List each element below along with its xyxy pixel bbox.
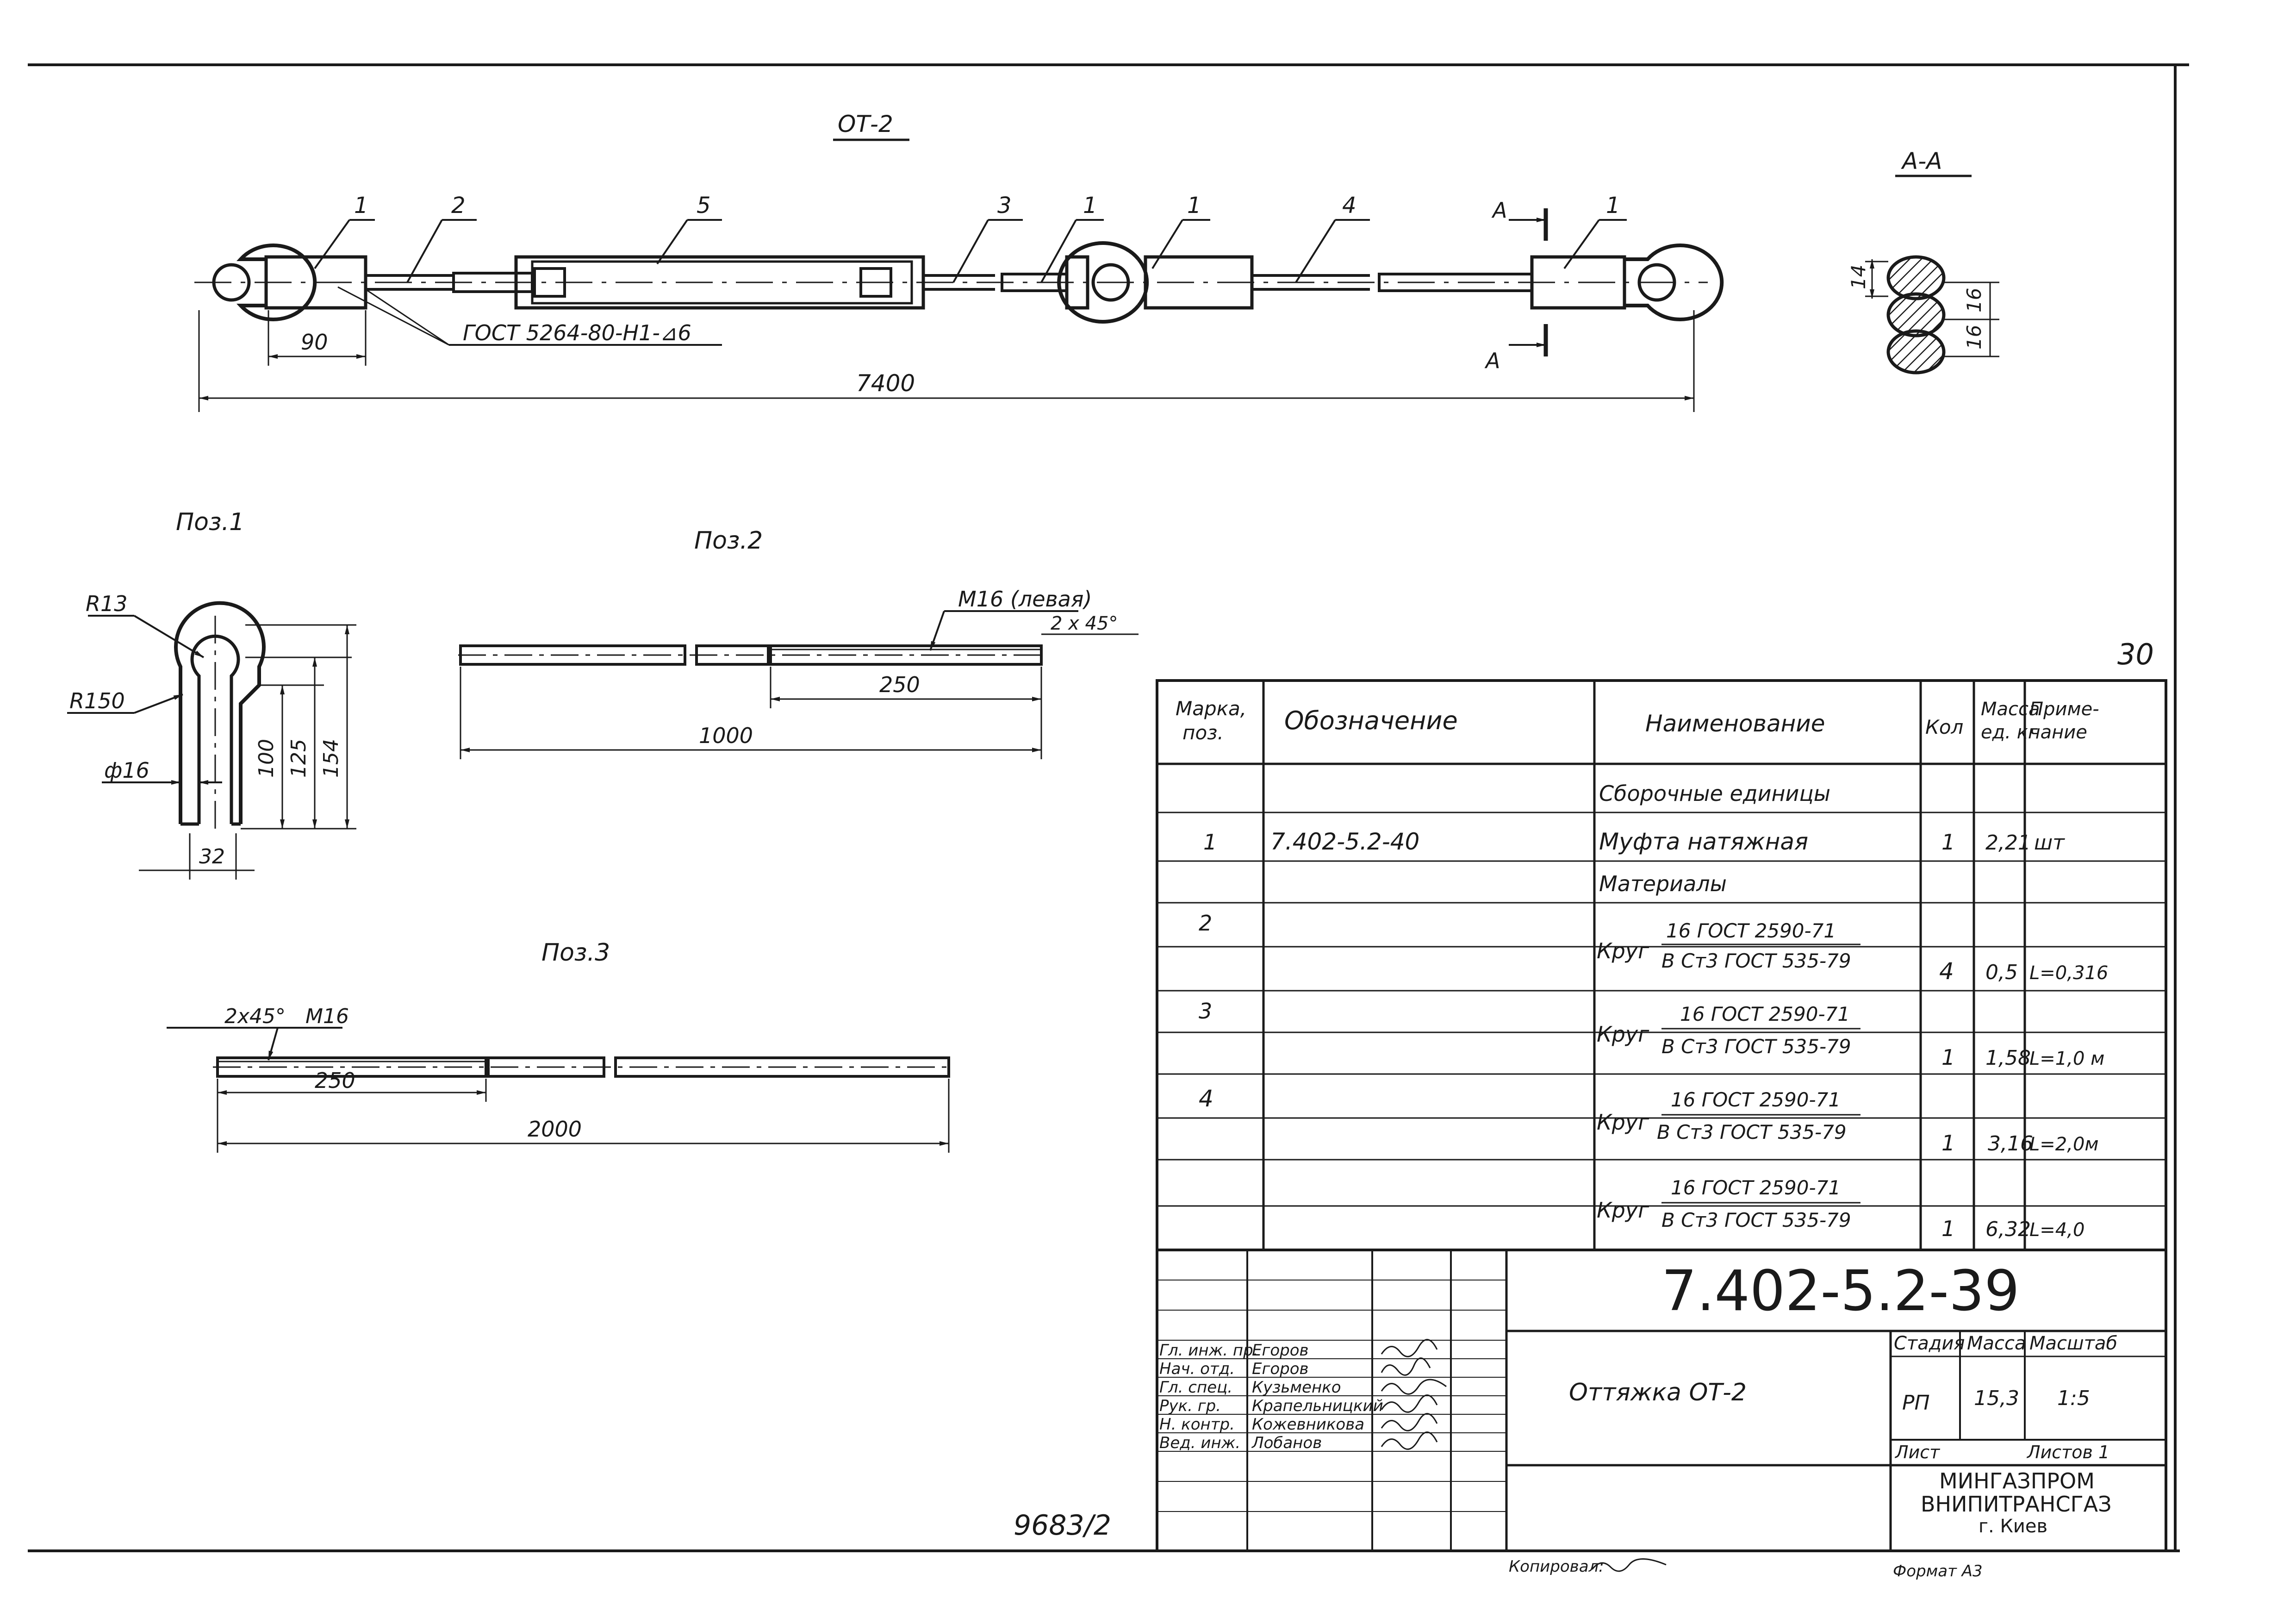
header-qty: Кол [1925,716,1964,738]
sheet-number: 30 [2117,637,2154,671]
pos1-r150: R150 [69,688,125,713]
row2-qty: 4 [1939,958,1954,985]
staff-name: Егоров [1252,1341,1309,1360]
staff-row [1159,1395,1437,1415]
staff-row [1159,1432,1437,1452]
staff-role: Гл. инж. пр. [1159,1341,1258,1360]
pos2-chamfer: 2 х 45° [1051,613,1118,634]
scale-label: Масштаб [2029,1333,2118,1354]
header-note: Приме-чание [2029,699,2099,743]
row2-top: 16 ГОСТ 2590-71 [1666,919,1836,942]
section-marker-bottom: А [1486,348,1500,373]
row1-mark: 1 [1203,830,1217,855]
main-view-title: ОТ-2 [838,111,893,137]
stage-value: РП [1902,1391,1930,1415]
pos1-dim-154: 154 [319,739,343,778]
pos-label: 1 [1606,193,1620,219]
section-title: А-А [1902,148,1942,175]
scale-value: 1:5 [2057,1387,2090,1410]
pos-label: 1 [1083,193,1097,219]
material-row [1597,1176,2084,1241]
staff-name: Лобанов [1252,1434,1322,1452]
pos-label: 2 [451,193,466,219]
row1-name: Муфта натяжная [1599,828,1809,855]
pos3-chamfer: 2х45° [224,1005,286,1028]
pos1-dim-32: 32 [199,845,225,868]
sheet-label: Лист [1895,1442,1940,1462]
dim-7400: 7400 [856,370,915,397]
row5-top: 16 ГОСТ 2590-71 [1671,1176,1841,1199]
mass-label: Масса [1967,1333,2026,1354]
material-row [1199,911,2108,985]
section-a-a [1847,148,1999,373]
sheets-label: Листов 1 [2027,1442,2110,1462]
staff-row [1159,1358,1430,1378]
section-marker-top: А [1493,198,1507,223]
staff-role: Нач. отд. [1159,1360,1235,1378]
signature-icon [1381,1358,1430,1375]
format-label: Формат А3 [1893,1562,1983,1580]
pos-label: 5 [697,193,711,219]
row1-qty: 1 [1941,830,1955,855]
section-markers [1484,198,1546,373]
pos3-dim-2000: 2000 [528,1117,582,1142]
row2-mark: 2 [1199,911,1213,936]
row3-mark: 3 [1199,999,1213,1024]
staff-name: Крапельницкий [1252,1397,1383,1415]
section-dim-16b: 16 [1963,325,1985,350]
material-row [1199,1085,2099,1156]
staff-role: Вед. инж. [1159,1434,1241,1452]
pos-label: 4 [1342,193,1356,219]
product-name: Оттяжка ОТ-2 [1569,1379,1747,1406]
signature-icon [1381,1395,1437,1412]
pos1-r13: R13 [86,591,128,616]
org-city: г. Киев [1979,1516,2048,1537]
row5-qty: 1 [1941,1216,1955,1241]
pos1-dia: ф16 [104,758,149,783]
mass-value: 15,3 [1974,1387,2019,1410]
header-designation: Обозначение [1284,706,1458,735]
pos-label: 1 [1187,193,1201,219]
stage-label: Стадия [1894,1333,1965,1354]
row1-note: шт [2034,831,2065,855]
staff-role: Рук. гр. [1159,1397,1221,1415]
staff-role: Гл. спец. [1159,1378,1233,1397]
pos-label: 1 [354,193,368,219]
material-row [1199,999,2104,1070]
title-block [1157,1250,2166,1551]
pos-label: 3 [997,193,1012,219]
staff-row [1159,1340,1437,1360]
pos2-title: Поз.2 [694,527,763,555]
section-dim-16a: 16 [1963,287,1985,312]
pos2-dim-250: 250 [879,672,920,697]
pos2-detail [458,527,1139,759]
row2-bottom: В Ст3 ГОСТ 535-79 [1661,949,1851,972]
row3-bottom: В Ст3 ГОСТ 535-79 [1661,1035,1851,1058]
section-assemblies: Сборочные единицы [1599,781,1831,806]
pos3-thread: М16 [305,1005,349,1028]
row3-qty: 1 [1941,1045,1955,1070]
staff-row [1159,1414,1437,1434]
dim-90: 90 [301,330,328,355]
row2-prefix: Круг [1597,938,1649,963]
header-mass: Масса ед. кг [1981,699,2040,743]
main-view [194,111,1722,412]
signature-icon [1381,1380,1446,1394]
row4-qty: 1 [1941,1131,1955,1156]
position-leaders [315,193,1627,282]
row4-mass: 3,16 [1988,1132,2033,1156]
row2-note: L=0,316 [2029,962,2109,984]
pos2-dim-1000: 1000 [699,723,753,748]
org-institute: ВНИПИТРАНСГАЗ [1921,1492,2112,1517]
row5-mass: 6,32 [1985,1218,2031,1241]
row3-prefix: Круг [1597,1022,1649,1047]
row3-mass: 1,58 [1985,1046,2031,1070]
pos3-dim-250: 250 [315,1068,355,1093]
section-dim-14: 14 [1847,264,1870,289]
row5-bottom: В Ст3 ГОСТ 535-79 [1661,1209,1851,1231]
row5-prefix: Круг [1597,1198,1649,1223]
pos1-dim-125: 125 [287,739,311,778]
weld-note: ГОСТ 5264-80-Н1-⊿6 [463,320,691,345]
staff-name: Кожевникова [1252,1415,1365,1434]
row4-top: 16 ГОСТ 2590-71 [1671,1088,1841,1111]
row1-mass: 2,21 [1985,831,2031,855]
row4-prefix: Круг [1597,1110,1649,1135]
pos3-title: Поз.3 [541,939,610,967]
doc-code: 7.402-5.2-39 [1661,1259,2020,1324]
org-ministry: МИНГАЗПРОМ [1939,1468,2095,1493]
staff-name: Егоров [1252,1360,1309,1378]
signature-icon [1381,1340,1437,1357]
pos3-detail [167,939,953,1153]
header-name: Наименование [1645,710,1825,737]
row4-mark: 4 [1199,1085,1213,1112]
staff-name: Кузьменко [1252,1378,1341,1397]
pos2-thread: М16 (левая) [958,587,1092,612]
copied-label: Копировал: [1509,1557,1604,1576]
signature-icon [1381,1414,1437,1431]
copy-number: 9683/2 [1014,1509,1112,1542]
row4-bottom: В Ст3 ГОСТ 535-79 [1657,1121,1847,1143]
row3-note: L=1,0 м [2029,1048,2105,1069]
signature-icon [1381,1432,1437,1449]
pos1-title: Поз.1 [176,508,245,536]
pos1-detail [67,508,356,880]
row5-note: L=4,0 [2029,1219,2085,1241]
header-mark: Марка, поз. [1176,697,1247,744]
staff-row [1159,1378,1446,1397]
row4-note: L=2,0м [2029,1134,2099,1155]
row2-mass: 0,5 [1985,961,2018,984]
row3-top: 16 ГОСТ 2590-71 [1680,1003,1850,1025]
staff-role: Н. контр. [1159,1415,1235,1434]
row1-designation: 7.402-5.2-40 [1270,828,1420,855]
section-materials: Материалы [1599,871,1727,896]
pos1-dim-100: 100 [255,739,278,778]
